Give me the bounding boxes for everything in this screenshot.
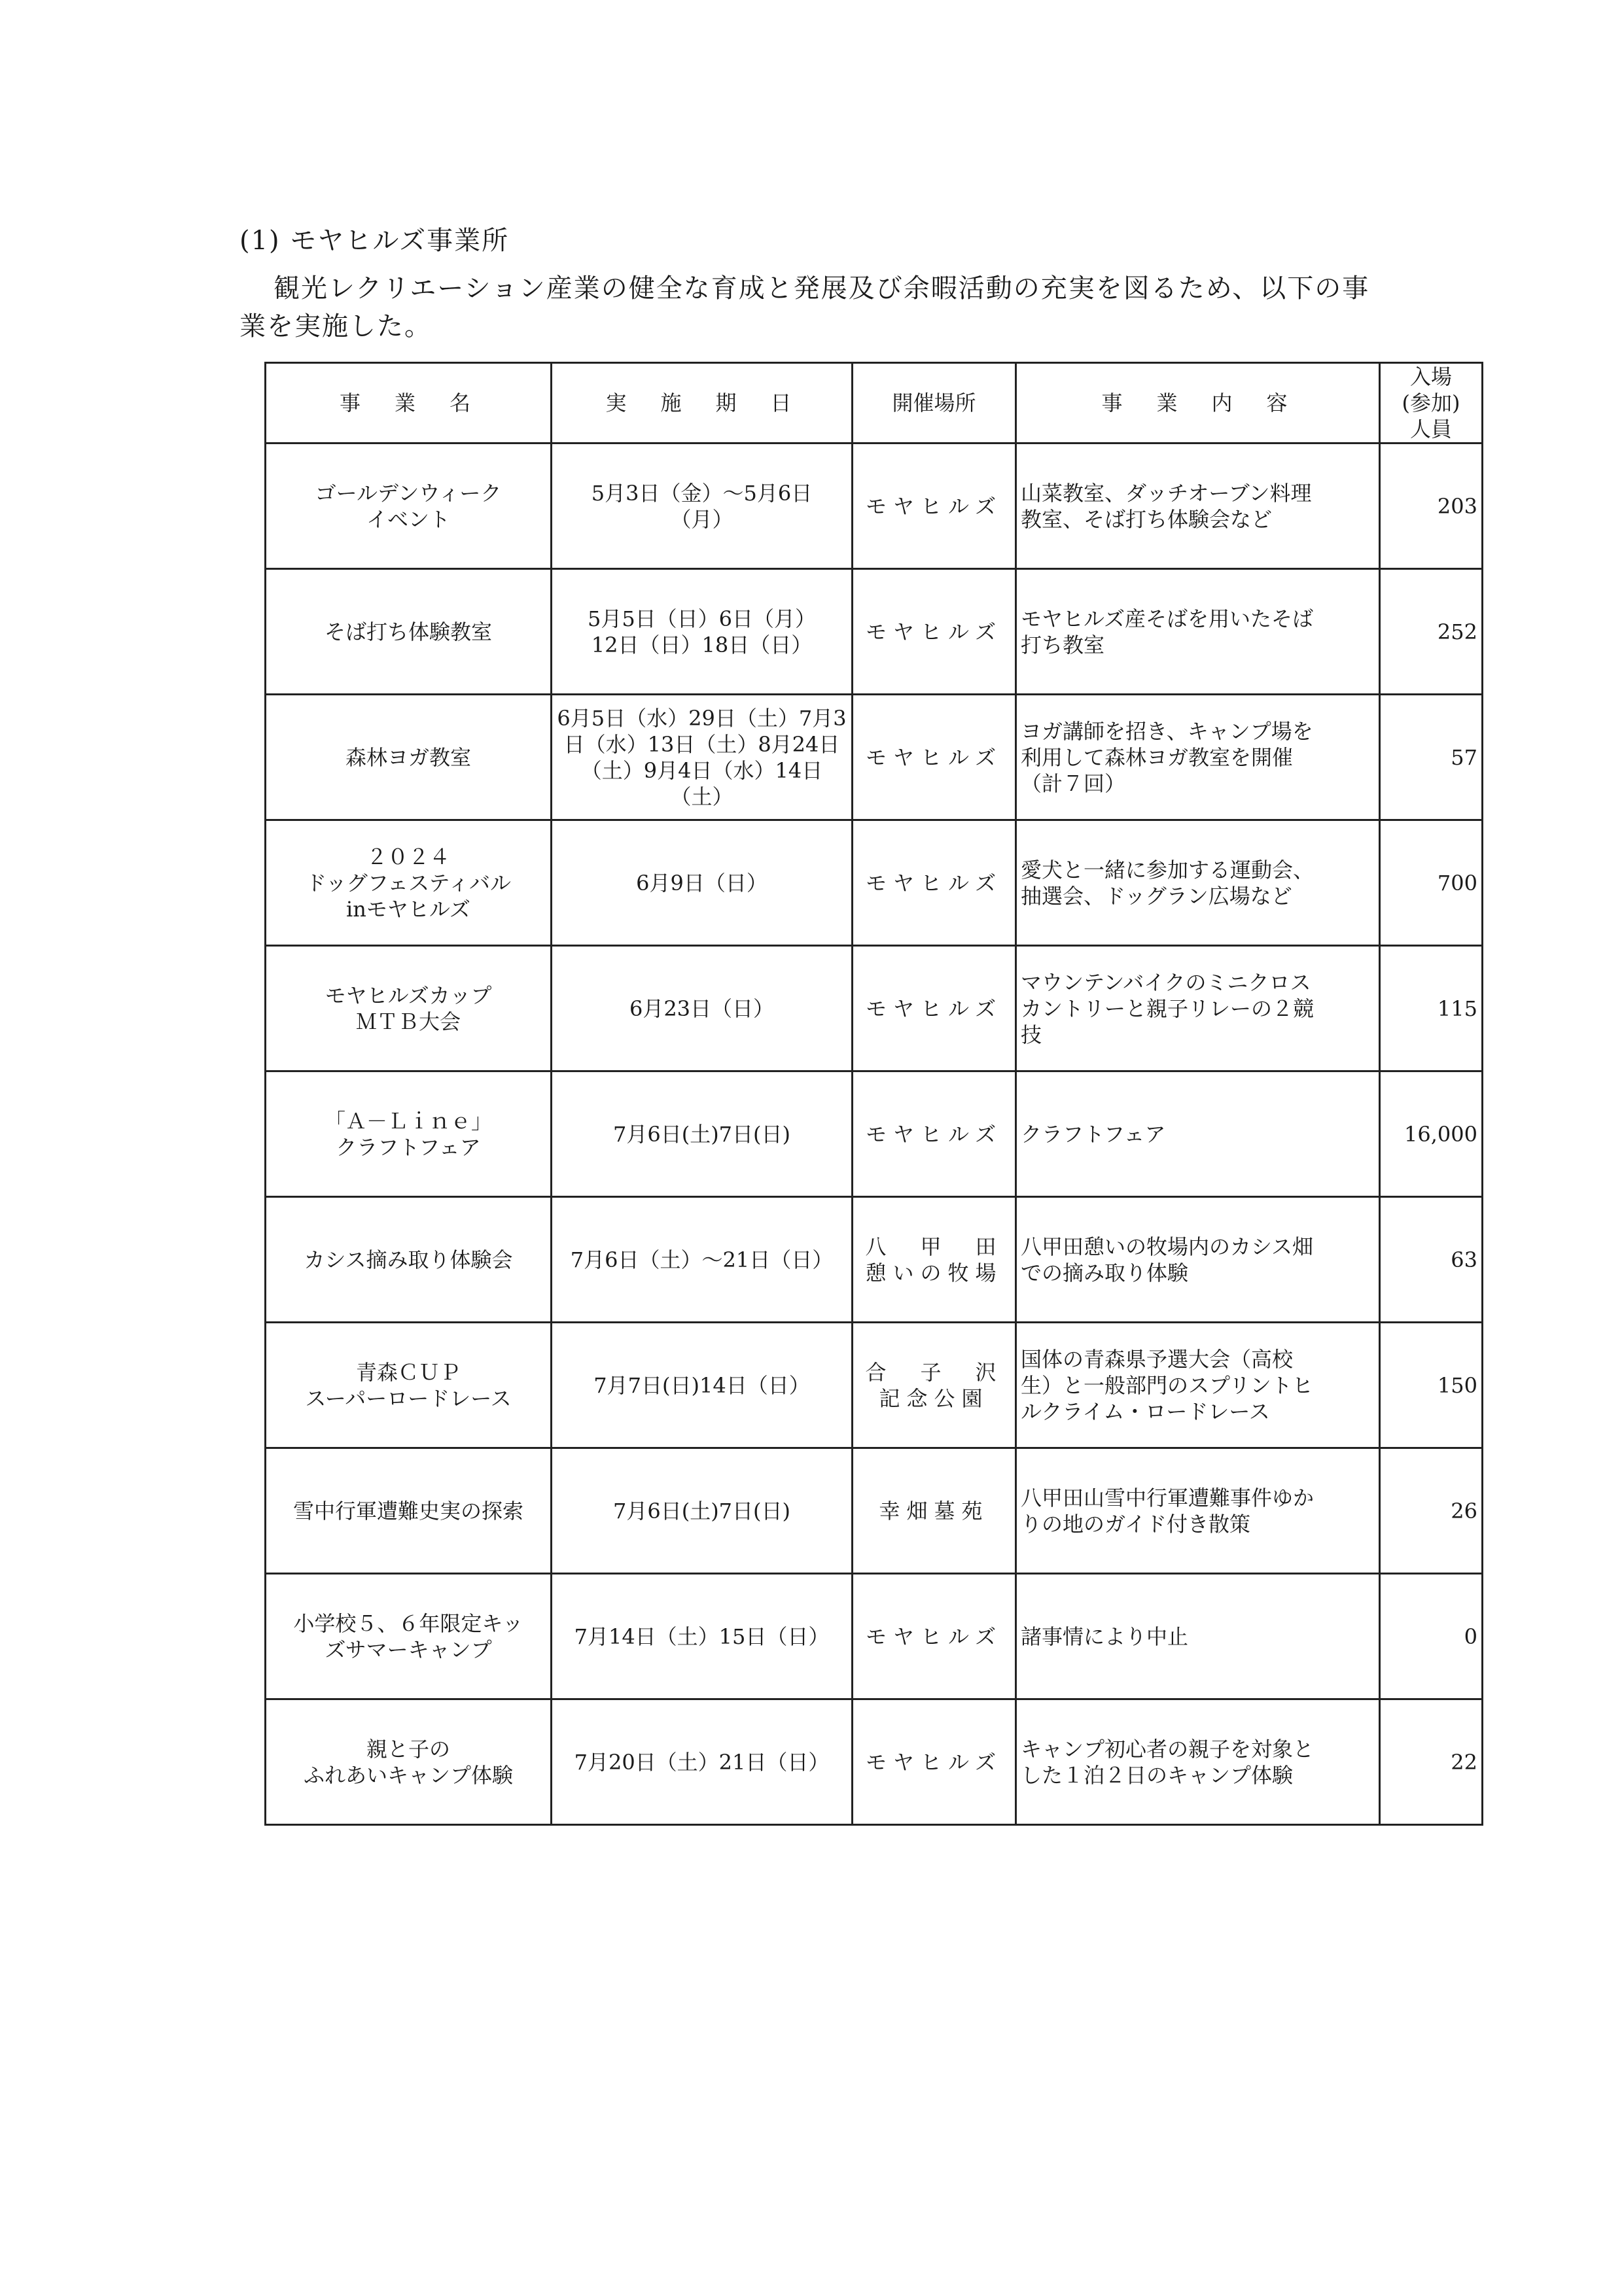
intro-paragraph (239, 270, 1491, 345)
event-venue-cell-text: 八 甲 田 憩いの牧場 (865, 1234, 1003, 1285)
event-venue-cell (853, 820, 1016, 946)
table-row (266, 1071, 1483, 1197)
event-date-cell-text: 7月14日（土）15日（日） (574, 1624, 830, 1649)
event-content-cell (1016, 569, 1380, 695)
section-heading: (1) モヤヒルズ事業所 (239, 226, 510, 256)
event-date-cell-text: 5月3日（金）～5月6日 （月） (591, 480, 813, 532)
table-row (266, 569, 1483, 695)
event-name-cell (266, 1699, 552, 1825)
event-date-cell (552, 1071, 853, 1197)
event-count-cell (1380, 1699, 1483, 1825)
event-date-cell (552, 569, 853, 695)
event-date-cell-text: 7月7日(日)14日（日） (593, 1372, 810, 1398)
event-content-cell-text: 愛犬と一緒に参加する運動会、 抽選会、ドッグラン広場など (1021, 857, 1315, 909)
event-venue-cell-text: モヤヒルズ (865, 744, 1003, 770)
event-count-cell-text: 252 (1437, 619, 1477, 644)
event-name-cell (266, 695, 552, 820)
event-date-cell (552, 695, 853, 820)
event-name-cell (266, 1071, 552, 1197)
event-name-cell-text: 親と子の ふれあいキャンプ体験 (303, 1736, 513, 1788)
event-content-cell-text: キャンプ初心者の親子を対象と した１泊２日のキャンプ体験 (1021, 1736, 1315, 1788)
event-count-cell (1380, 1574, 1483, 1699)
table-row (266, 1323, 1483, 1448)
event-date-cell-text: 7月6日（土）～21日（日） (570, 1247, 834, 1272)
header-venue: 開催場所 (853, 363, 1016, 444)
event-count-cell (1380, 1197, 1483, 1323)
table-row (266, 1574, 1483, 1699)
event-content-cell (1016, 1699, 1380, 1825)
table-row (266, 1699, 1483, 1825)
event-name-cell-text: 青森ＣＵＰ スーパーロードレース (305, 1359, 512, 1411)
table-row (266, 695, 1483, 820)
event-date-cell-text: 5月5日（日）6日（月） 12日（日）18日（日） (587, 606, 817, 657)
event-name-cell (266, 820, 552, 946)
event-venue-cell (853, 1197, 1016, 1323)
event-count-cell (1380, 569, 1483, 695)
event-content-cell-text: マウンテンバイクのミニクロス カントリーと親子リレーの２競 技 (1021, 969, 1315, 1047)
header-count: 入場 (参加) 人員 (1380, 363, 1483, 444)
event-venue-cell-text: モヤヒルズ (865, 996, 1003, 1021)
table-header-row (266, 363, 1483, 444)
event-date-cell (552, 444, 853, 569)
event-content-cell-text: クラフトフェア (1021, 1121, 1166, 1147)
event-name-cell (266, 946, 552, 1071)
event-content-cell (1016, 444, 1380, 569)
event-name-cell-text: そば打ち体験教室 (324, 619, 492, 644)
event-count-cell-text: 57 (1451, 744, 1477, 770)
event-content-cell (1016, 1071, 1380, 1197)
event-count-cell-text: 22 (1451, 1749, 1477, 1775)
event-count-cell-text: 150 (1437, 1372, 1477, 1398)
event-content-cell (1016, 1323, 1380, 1448)
event-name-cell (266, 1323, 552, 1448)
event-content-cell (1016, 946, 1380, 1071)
event-count-cell-text: 16,000 (1404, 1121, 1477, 1147)
header-name: 事 業 名 (266, 363, 552, 444)
event-date-cell (552, 946, 853, 1071)
event-venue-cell-text: モヤヒルズ (865, 1121, 1003, 1147)
event-venue-cell-text: モヤヒルズ (865, 493, 1003, 519)
event-venue-cell-text: 幸畑墓苑 (879, 1498, 989, 1523)
event-date-cell (552, 820, 853, 946)
event-venue-cell (853, 1323, 1016, 1448)
event-venue-cell (853, 1071, 1016, 1197)
event-date-cell-text: 6月5日（水）29日（土）7月3 日（水）13日（土）8月24日 （土）9月4日（水）14日 （土） (557, 705, 847, 809)
event-date-cell (552, 1323, 853, 1448)
event-count-cell-text: 0 (1464, 1624, 1477, 1649)
event-date-cell-text: 7月6日(土)7日(日) (612, 1498, 791, 1523)
event-date-cell-text: 6月23日（日） (629, 996, 775, 1021)
event-name-cell-text: モヤヒルズカップ ＭＴＢ大会 (325, 983, 492, 1034)
event-name-cell-text: 森林ヨガ教室 (345, 744, 471, 770)
event-venue-cell-text: モヤヒルズ (865, 870, 1003, 896)
event-venue-cell (853, 1699, 1016, 1825)
header-content: 事 業 内 容 (1016, 363, 1380, 444)
event-name-cell (266, 1448, 552, 1574)
event-name-cell (266, 1574, 552, 1699)
event-count-cell-text: 26 (1451, 1498, 1477, 1523)
event-venue-cell (853, 695, 1016, 820)
event-content-cell-text: 八甲田山雪中行軍遭難事件ゆか りの地のガイド付き散策 (1021, 1485, 1315, 1537)
event-count-cell (1380, 695, 1483, 820)
event-venue-cell-text: モヤヒルズ (865, 1749, 1003, 1775)
event-content-cell (1016, 1448, 1380, 1574)
event-name-cell-text: ゴールデンウィーク イベント (315, 480, 502, 532)
table-row (266, 444, 1483, 569)
event-date-cell (552, 1448, 853, 1574)
table-row (266, 946, 1483, 1071)
event-venue-cell (853, 1448, 1016, 1574)
event-date-cell (552, 1197, 853, 1323)
event-count-cell (1380, 1448, 1483, 1574)
event-content-cell (1016, 695, 1380, 820)
event-content-cell-text: 国体の青森県予選大会（高校 生）と一般部門のスプリントヒ ルクライム・ロードレース (1021, 1346, 1313, 1424)
event-venue-cell (853, 1574, 1016, 1699)
event-venue-cell (853, 444, 1016, 569)
event-count-cell-text: 203 (1437, 493, 1477, 519)
event-name-cell-text: 小学校５、６年限定キッ ズサマーキャンプ (293, 1610, 523, 1662)
event-count-cell-text: 115 (1437, 996, 1477, 1021)
event-name-cell-text: 「Ａ－Ｌｉｎｅ」 クラフトフェア (324, 1108, 492, 1160)
event-venue-cell-text: 合 子 沢 記念公園 (865, 1359, 1003, 1411)
event-venue-cell-text: モヤヒルズ (865, 619, 1003, 644)
event-name-cell-text: ２０２４ ドッグフェスティバル inモヤヒルズ (306, 844, 511, 922)
event-count-cell (1380, 444, 1483, 569)
event-content-cell-text: 八甲田憩いの牧場内のカシス畑 での摘み取り体験 (1021, 1234, 1314, 1285)
event-count-cell (1380, 946, 1483, 1071)
event-date-cell-text: 7月6日(土)7日(日) (612, 1121, 791, 1147)
event-content-cell-text: 山菜教室、ダッチオーブン料理 教室、そば打ち体験会など (1021, 480, 1312, 532)
event-content-cell (1016, 1574, 1380, 1699)
event-count-cell (1380, 1323, 1483, 1448)
event-name-cell (266, 444, 552, 569)
table-row (266, 1448, 1483, 1574)
event-count-cell-text: 700 (1437, 870, 1477, 896)
event-venue-cell (853, 946, 1016, 1071)
event-date-cell (552, 1699, 853, 1825)
event-date-cell-text: 7月20日（土）21日（日） (574, 1749, 830, 1775)
intro-line-1: 観光レクリエーション産業の健全な育成と発展及び余暇活動の充実を図るため、以下の事 (274, 273, 1370, 304)
event-count-cell (1380, 820, 1483, 946)
event-venue-cell (853, 569, 1016, 695)
event-name-cell-text: カシス摘み取り体験会 (304, 1247, 513, 1272)
event-date-cell-text: 6月9日（日） (636, 870, 768, 896)
event-name-cell (266, 1197, 552, 1323)
event-count-cell (1380, 1071, 1483, 1197)
event-content-cell-text: モヤヒルズ産そばを用いたそば 打ち教室 (1021, 606, 1314, 657)
events-table (264, 362, 1483, 1826)
event-content-cell (1016, 1197, 1380, 1323)
intro-line-2: 業を実施した。 (239, 311, 432, 341)
event-name-cell (266, 569, 552, 695)
event-content-cell-text: ヨガ講師を招き、キャンプ場を 利用して森林ヨガ教室を開催 （計７回） (1021, 718, 1313, 796)
event-date-cell (552, 1574, 853, 1699)
event-content-cell (1016, 820, 1380, 946)
table-row (266, 820, 1483, 946)
event-venue-cell-text: モヤヒルズ (865, 1624, 1003, 1649)
event-name-cell-text: 雪中行軍遭難史実の探索 (292, 1498, 523, 1523)
event-count-cell-text: 63 (1451, 1247, 1477, 1272)
table-row (266, 1197, 1483, 1323)
header-date: 実 施 期 日 (552, 363, 853, 444)
event-content-cell-text: 諸事情により中止 (1021, 1624, 1189, 1649)
